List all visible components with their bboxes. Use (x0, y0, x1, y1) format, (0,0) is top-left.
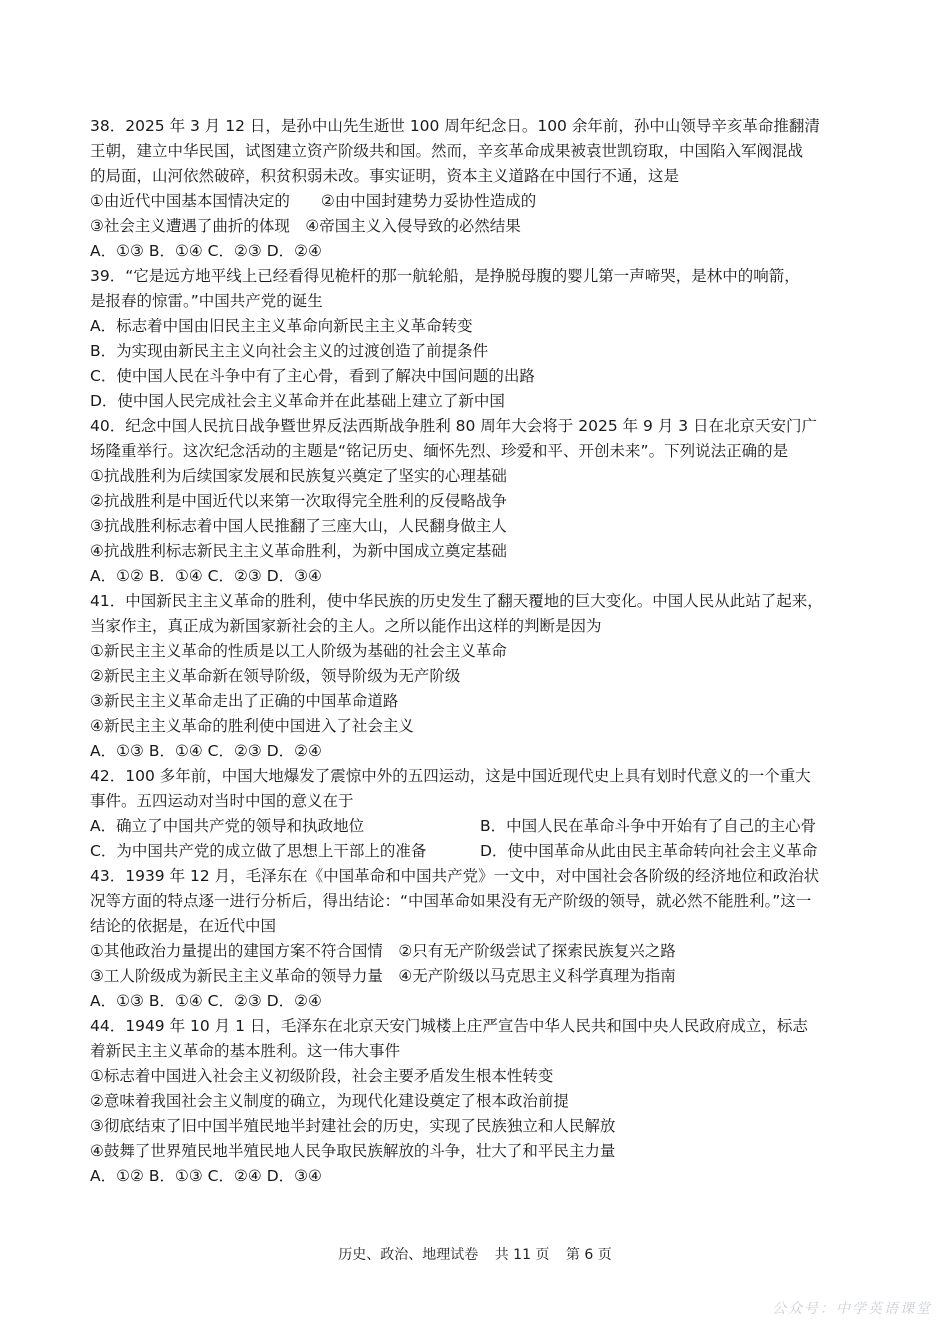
question-stem-line: 44．1949 年 10 月 1 日，毛泽东在北京天安门城楼上庄严宣告中华人民共和国中央人民政府成立，标志 (90, 1017, 808, 1035)
question-43 (90, 864, 875, 1014)
option-line: ①其他政治力量提出的建国方案不符合国情 ②只有无产阶级尝试了探索民族复兴之路 (90, 942, 676, 960)
question-stem-line: 场隆重举行。这次纪念活动的主题是“铭记历史、缅怀先烈、珍爱和平、开创未来”。下列说法正确的是 (90, 442, 789, 460)
option-line: ③彻底结束了旧中国半殖民地半封建社会的历史，实现了民族独立和人民解放 (90, 1117, 616, 1135)
option-line: B．为实现由新民主主义向社会主义的过渡创造了前提条件 (90, 342, 489, 360)
option-c: C．为中国共产党的成立做了思想上干部上的准备 (90, 842, 427, 860)
footer-total-pages: 共 11 页 (494, 1247, 550, 1263)
question-stem-line: 39．“它是远方地平线上已经看得见桅杆的那一航轮船，是挣脱母腹的婴儿第一声啼哭，是林中的响箭， (90, 267, 800, 285)
option-line: D．使中国人民完成社会主义革命并在此基础上建立了新中国 (90, 392, 505, 410)
question-stem-line: 事件。五四运动对当时中国的意义在于 (90, 792, 354, 810)
option-line: ④抗战胜利标志新民主主义革命胜利，为新中国成立奠定基础 (90, 542, 507, 560)
answer-choices: A．①② B．①③ C．②④ D．③④ (90, 1167, 322, 1185)
option-row (90, 839, 875, 864)
answer-choices: A．①③ B．①④ C．②③ D．②④ (90, 242, 322, 260)
option-line: ④新民主主义革命的胜利使中国进入了社会主义 (90, 717, 414, 735)
option-line: ①标志着中国进入社会主义初级阶段，社会主要矛盾发生根本性转变 (90, 1067, 554, 1085)
answer-choices: A．①③ B．①④ C．②③ D．②④ (90, 992, 322, 1010)
option-line: C．使中国人民在斗争中有了主心骨，看到了解决中国问题的出路 (90, 367, 535, 385)
question-stem-line: 42．100 多年前，中国大地爆发了震惊中外的五四运动，这是中国近现代史上具有划时代意义的一个重大 (90, 767, 811, 785)
option-line: ①抗战胜利为后续国家发展和民族复兴奠定了坚实的心理基础 (90, 467, 507, 485)
option-line: ①新民主主义革命的性质是以工人阶级为基础的社会主义革命 (90, 642, 507, 660)
question-stem-line: 38．2025 年 3 月 12 日，是孙中山先生逝世 100 周年纪念日。100 余年前，孙中山领导辛亥革命推翻清 (90, 117, 820, 135)
question-stem-line: 40．纪念中国人民抗日战争暨世界反法西斯战争胜利 80 周年大会将于 2025 年 9 月 3 日在北京天安门广 (90, 417, 818, 435)
question-stem-line: 王朝，建立中华民国，试图建立资产阶级共和国。然而，辛亥革命成果被袁世凯窃取，中国陷入军阀混战 (90, 142, 804, 160)
option-line: ③新民主主义革命走出了正确的中国革命道路 (90, 692, 399, 710)
option-row (90, 814, 875, 839)
option-line: ③社会主义遭遇了曲折的体现 ④帝国主义入侵导致的必然结果 (90, 217, 521, 235)
option-line: ④鼓舞了世界殖民地半殖民地人民争取民族解放的斗争，壮大了和平民主力量 (90, 1142, 616, 1160)
option-line: ③抗战胜利标志着中国人民推翻了三座大山，人民翻身做主人 (90, 517, 507, 535)
question-stem-line: 的局面，山河依然破碎，积贫积弱未改。事实证明，资本主义道路在中国行不通，这是 (90, 167, 680, 185)
option-line: ②抗战胜利是中国近代以来第一次取得完全胜利的反侵略战争 (90, 492, 507, 510)
question-stem-line: 是报春的惊雷。”中国共产党的诞生 (90, 292, 323, 310)
question-44 (90, 1014, 875, 1189)
footer-exam-title: 历史、政治、地理试卷 (338, 1247, 479, 1263)
question-stem-line: 当家作主，真正成为新国家新社会的主人。之所以能作出这样的判断是因为 (90, 617, 602, 635)
option-a: A．确立了中国共产党的领导和执政地位 (90, 817, 365, 835)
question-38 (90, 114, 875, 264)
footer-page-number: 第 6 页 (565, 1247, 612, 1263)
question-41 (90, 589, 875, 764)
watermark: 公众号：中学英语课堂 (772, 1301, 932, 1317)
question-stem-line: 着新民主主义革命的基本胜利。这一伟大事件 (90, 1042, 401, 1060)
option-d: D．使中国革命从此由民主革命转向社会主义革命 (480, 842, 818, 860)
answer-choices: A．①③ B．①④ C．②③ D．②④ (90, 742, 322, 760)
question-40 (90, 414, 875, 589)
option-line: ③工人阶级成为新民主主义革命的领导力量 ④无产阶级以马克思主义科学真理为指南 (90, 967, 676, 985)
question-stem-line: 41．中国新民主主义革命的胜利，使中华民族的历史发生了翻天覆地的巨大变化。中国人民从此站了起来， (90, 592, 823, 610)
question-stem-line: 43．1939 年 12 月，毛泽东在《中国革命和中国共产党》一文中，对中国社会各阶级的经济地位和政治状 (90, 867, 820, 885)
option-b: B．中国人民在革命斗争中开始有了自己的主心骨 (480, 817, 817, 835)
option-line: ②新民主主义革命新在领导阶级，领导阶级为无产阶级 (90, 667, 461, 685)
question-42 (90, 764, 875, 864)
question-stem-line: 况等方面的特点逐一进行分析后，得出结论：“中国革命如果没有无产阶级的领导，就必然不能胜利。”这一 (90, 892, 812, 910)
option-line: ①由近代中国基本国情决定的 ②由中国封建势力妥协性造成的 (90, 192, 537, 210)
answer-choices: A．①② B．①④ C．②③ D．③④ (90, 567, 322, 585)
exam-content (90, 114, 875, 1189)
question-stem-line: 结论的依据是，在近代中国 (90, 917, 277, 935)
option-line: ②意味着我国社会主义制度的确立，为现代化建设奠定了根本政治前提 (90, 1092, 569, 1110)
option-line: A．标志着中国由旧民主主义革命向新民主主义革命转变 (90, 317, 473, 335)
page-footer (0, 1244, 950, 1264)
question-39 (90, 264, 875, 414)
